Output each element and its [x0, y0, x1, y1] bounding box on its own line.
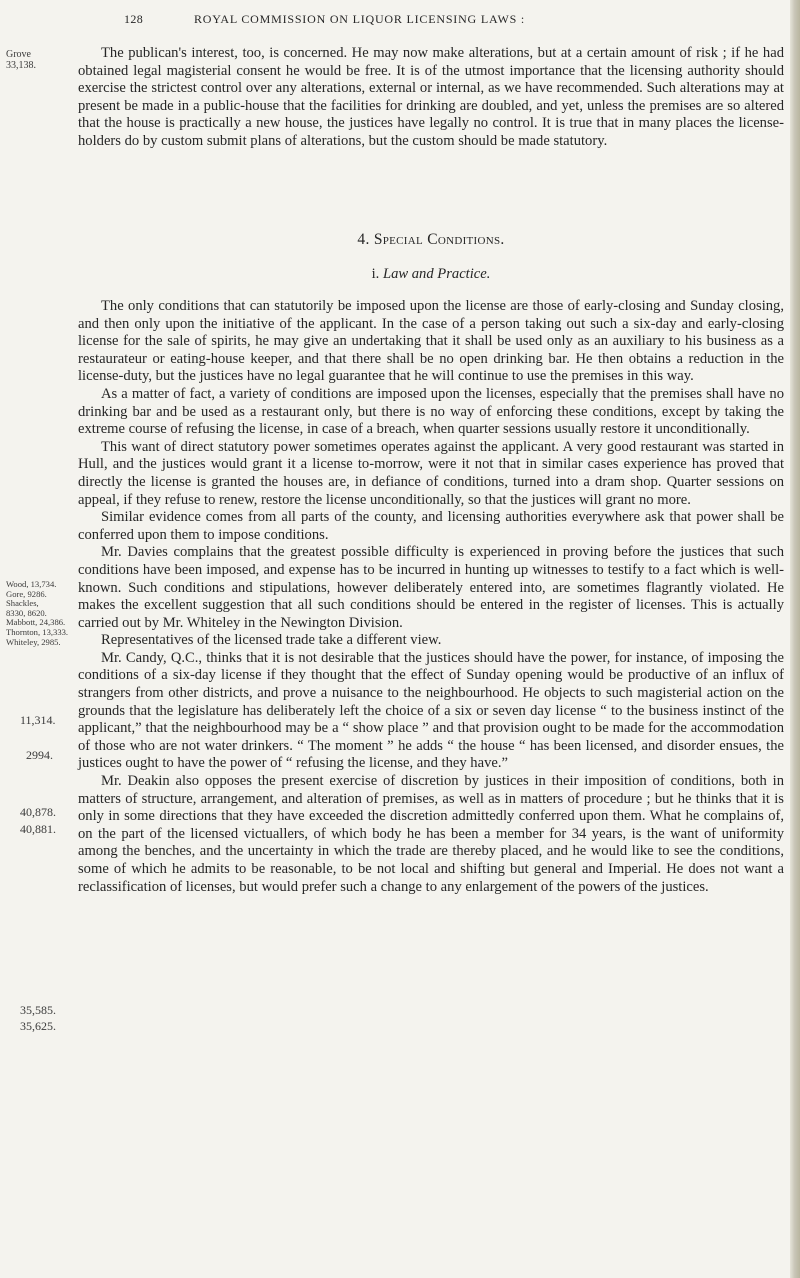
main-text	[78, 298, 784, 896]
page-edge-shadow	[790, 0, 800, 1278]
paragraph: As a matter of fact, a variety of conditions are imposed upon the licenses, especially that the premises shall have no drinking bar and be used as a restaurant only, but there is no way of enforcing these conditions, except by taking the extreme course of refusing the license, in case of a breach, when quarter sessions usually restore it unconditionally.	[78, 385, 784, 438]
section-number: 4.	[357, 231, 370, 248]
opening-text	[78, 45, 784, 151]
paragraph: Mr. Deakin also opposes the present exercise of discretion by justices in their imposition of conditions, both in matters of structure, arrangement, and alteration of premises, as well as in matters of procedure ; but he thinks that it is only in some directions that they have exceeded the discretion admittedly conferred upon them. What he complains of, on the part of the licensed victuallers, of which body he has been a member for 34 years, is the want of uniformity among the benches, and the uncertainty in which the trade are thereby placed, and he would like to see the conditions, some of which he admits to be reasonable, to be not local and shifting but general and Imperial. He does not want a reclassification of licenses, but would prefer such a change to any enlargement of the powers of the justices.	[78, 773, 784, 895]
paragraph: Similar evidence comes from all parts of the county, and licensing authorities everywhere ask that power shall be conferred upon them to impose conditions.	[78, 509, 784, 543]
subsection-title: Law and Practice.	[382, 266, 491, 282]
paragraph: Mr. Davies complains that the greatest possible difficulty is experienced in proving before the justices that such conditions have been imposed, and expense has to be incurred in hunting up witnesses to testify to a fact which is well-known. Such conditions and stipulations, however deliberately entered into, are sometimes flagrantly violated. He makes the excellent suggestion that all such conditions should be entered in the register of licenses. This is actually carried out by Mr. Whiteley in the Newington Division.	[78, 544, 784, 631]
margin-note-40878: 40,878. 40,881.	[20, 805, 56, 836]
paragraph: The only conditions that can statutorily be imposed upon the license are those of early-closing and Sunday closing, and then only upon the initiative of the applicant. In the case of a person taking out such a six-day and early-closing license for the sale of spirits, he may give an undertaking that it shall be used only as an auxiliary to his business as a restaurateur or eating-house keeper, and that there shall be no open drinking bar. He then obtains a reduction in the license-duty, but the justices have no legal guarantee that he will continue to use the premises in this way.	[78, 298, 784, 385]
margin-note-11314: 11,314.	[20, 713, 56, 727]
paragraph: This want of direct statutory power sometimes operates against the applicant. A very good restaurant was started in Hull, and the justices would grant it a license to-morrow, were it not that in similar cases experience has proved that directly the license is granted the houses are, in defiance of conditions, turned into a dram shop. Quarter sessions on appeal, if they refuse to renew, restore the license unconditionally, so that the justices will grant no more.	[78, 438, 784, 508]
margin-note-grove: Grove 33,138.	[6, 49, 36, 71]
running-title: ROYAL COMMISSION ON LIQUOR LICENSING LAWS :	[194, 12, 525, 26]
margin-note-wood: Wood, 13,734. Gore, 9286. Shackles, 8330, 8620. Mabbott, 24,386. Thornton, 13,333. Whiteley, 2985.	[6, 579, 69, 647]
paragraph: Mr. Candy, Q.C., thinks that it is not desirable that the justices should have the power, for instance, of imposing the conditions of a six-day license if they thought that the effect of Sunday opening would be productive of an influx of strangers from other districts, and prove a nuisance to the neighbourhood. He objects to such magisterial action on the grounds that the legislature has deliberately left the choice of a six or seven day license “ to the business instinct of the applicant,” that the neighbourhood may be a “ show place ” and that provision ought to be made for the accommodation of those who are not water drinkers. “ The moment ” he adds “ the house “ has been licensed, and disorder ensues, the justices ought to have the power of “ refusing the license, and they have.”	[78, 649, 784, 772]
subsection-heading	[78, 266, 784, 283]
section-heading	[78, 231, 784, 249]
page-number: 128	[124, 12, 144, 26]
paragraph: The publican's interest, too, is concerned. He may now make alterations, but at a certain amount of risk ; if he had obtained legal magisterial consent he would be free. It is of the utmost importance that the licensing authority should exercise the strictest control over any alterations, external or internal, as we have recommended. Such alterations may at present be made in a public-house that the facilities for drinking are doubled, and yet, unless the premises are so altered that the house is practically a new house, the justices have legally no control. It is true that in many places the license-holders do by custom submit plans of alterations, but the custom should be made statutory.	[78, 45, 784, 149]
paragraph: Representatives of the licensed trade take a different view.	[101, 632, 442, 649]
margin-note-35585: 35,585. 35,625.	[20, 1003, 56, 1033]
margin-note-2994: 2994.	[26, 748, 53, 762]
section-title: Special Conditions.	[373, 231, 505, 248]
subsection-number: i.	[371, 266, 380, 282]
